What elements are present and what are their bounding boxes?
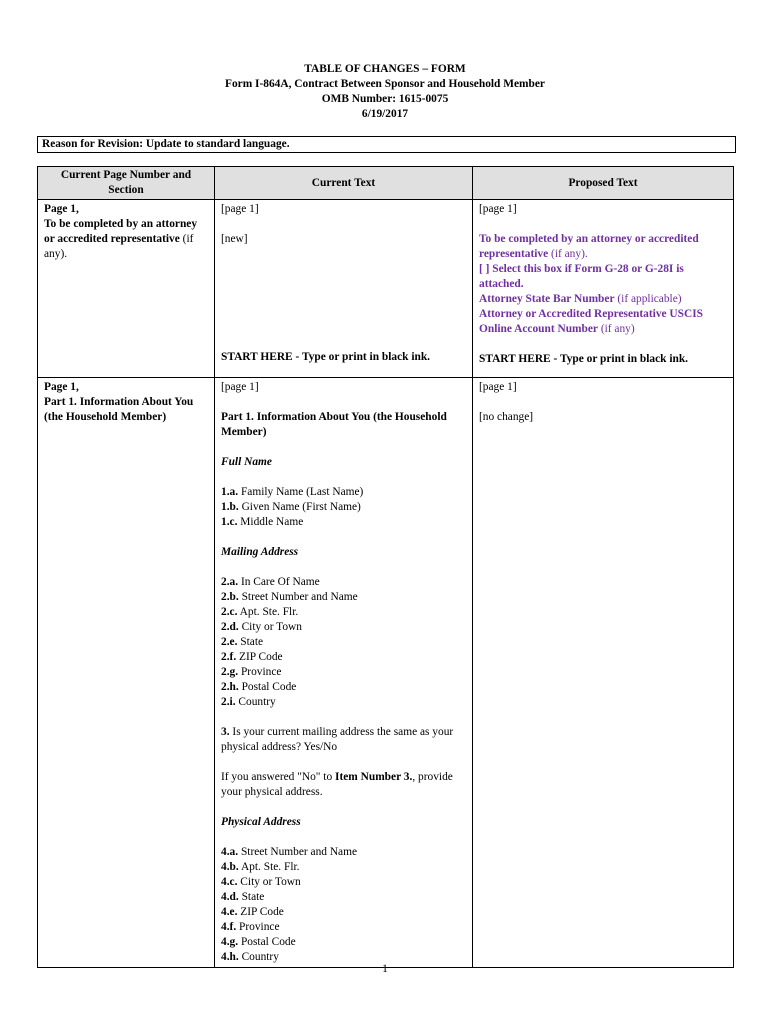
g28-checkbox-line: [ ] Select this box if Form G-28 or G-28I is attached. — [479, 263, 684, 290]
mailing-address-heading: Mailing Address — [221, 546, 299, 558]
mailing-address-list — [221, 575, 467, 710]
current-text-cell — [215, 378, 473, 968]
uscis-account-line — [479, 307, 728, 337]
list-item: 2.c. Apt. Ste. Flr. — [221, 606, 299, 618]
list-item: 2.d. City or Town — [221, 621, 302, 633]
current-text-cell — [215, 200, 473, 378]
list-item: 1.b. Given Name (First Name) — [221, 501, 361, 513]
no-change-marker: [no change] — [479, 411, 534, 423]
doc-title: TABLE OF CHANGES – FORM — [304, 63, 466, 75]
proposed-text-cell — [473, 200, 734, 378]
current-new-marker: [new] — [221, 233, 248, 245]
list-item: 2.f. ZIP Code — [221, 651, 283, 663]
part-title: Part 1. Information About You (the Household Member) — [221, 411, 447, 438]
list-item: 4.f. Province — [221, 921, 280, 933]
current-start-here: START HERE - Type or print in black ink. — [221, 351, 431, 363]
current-page-ref: [page 1] — [221, 381, 259, 393]
list-item: 4.d. State — [221, 891, 265, 903]
col-header-proposed: Proposed Text — [473, 167, 734, 200]
reason-for-revision: Reason for Revision: Update to standard language. — [37, 136, 736, 153]
omb-number: OMB Number: 1615-0075 — [321, 93, 449, 105]
bar-number-label: Attorney State Bar Number — [479, 293, 615, 305]
list-item: 1.a. Family Name (Last Name) — [221, 486, 364, 498]
list-item: 4.b. Apt. Ste. Flr. — [221, 861, 300, 873]
proposed-attorney-line — [479, 232, 728, 262]
list-item: 1.c. Middle Name — [221, 516, 304, 528]
proposed-page-ref: [page 1] — [479, 381, 517, 393]
list-item: 4.g. Postal Code — [221, 936, 296, 948]
attorney-heading: To be completed by an attorney or accredited representative — [479, 233, 699, 260]
question-3: 3. Is your current mailing address the same as your physical address? Yes/No — [221, 726, 454, 753]
physical-address-heading: Physical Address — [221, 816, 301, 828]
full-name-list — [221, 485, 467, 530]
if-no-instruction: If you answered "No" to Item Number 3., provide your physical address. — [221, 771, 453, 798]
proposed-start-here: START HERE - Type or print in black ink. — [479, 353, 689, 365]
proposed-text-cell — [473, 378, 734, 968]
list-item: 2.e. State — [221, 636, 264, 648]
uscis-account-suffix: (if any) — [597, 323, 635, 335]
table-header-row — [38, 167, 734, 200]
col-header-current: Current Text — [215, 167, 473, 200]
full-name-heading: Full Name — [221, 456, 272, 468]
list-item: 4.h. Country — [221, 951, 279, 963]
bar-number-suffix: (if applicable) — [614, 293, 682, 305]
list-item: 2.b. Street Number and Name — [221, 591, 358, 603]
revision-date: 6/19/2017 — [361, 108, 409, 120]
table-row — [38, 378, 734, 968]
bar-number-line — [479, 292, 728, 307]
uscis-account-label: Attorney or Accredited Representative USCIS Online Account Number — [479, 308, 703, 335]
proposed-page-ref: [page 1] — [479, 203, 517, 215]
current-page-ref: [page 1] — [221, 203, 259, 215]
list-item: 4.c. City or Town — [221, 876, 301, 888]
list-item: 2.h. Postal Code — [221, 681, 297, 693]
list-item: 2.g. Province — [221, 666, 282, 678]
page-number: 1 — [382, 963, 388, 975]
document-header — [0, 62, 770, 122]
physical-address-list — [221, 845, 467, 965]
section-cell — [38, 378, 215, 968]
section-cell — [38, 200, 215, 378]
section-label: Page 1, Part 1. Information About You (the Household Member) — [44, 381, 194, 423]
section-label: Page 1, To be completed by an attorney or accredited representative — [44, 203, 198, 245]
table-row — [38, 200, 734, 378]
changes-table — [37, 166, 734, 968]
section-suffix: (if any). — [44, 233, 194, 260]
list-item: 4.e. ZIP Code — [221, 906, 284, 918]
attorney-suffix: (if any). — [548, 248, 588, 260]
list-item: 4.a. Street Number and Name — [221, 846, 358, 858]
form-name: Form I-864A, Contract Between Sponsor and Household Member — [225, 78, 545, 90]
col-header-section: Current Page Number and Section — [38, 167, 215, 200]
list-item: 2.a. In Care Of Name — [221, 576, 320, 588]
list-item: 2.i. Country — [221, 696, 276, 708]
